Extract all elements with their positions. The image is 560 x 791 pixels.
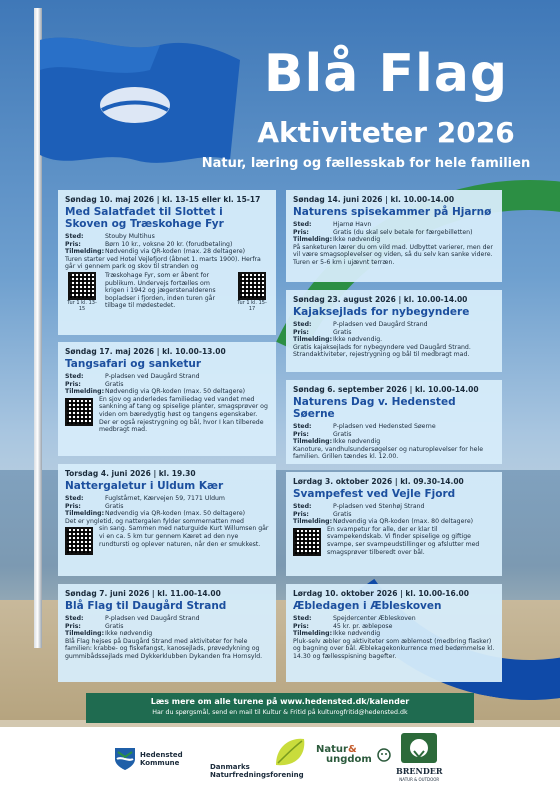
label-pris: Pris: — [65, 380, 81, 388]
label-pris: Pris: — [293, 328, 309, 336]
event-pris: 45 kr. pr. æblepose — [333, 622, 393, 630]
event-pris: Børn 10 kr., voksne 20 kr. (forudbetaling) — [105, 240, 233, 248]
event-card-kajak — [286, 290, 502, 372]
event-card-aebledagen — [286, 584, 502, 682]
logo-hedensted-text: Hedensted Kommune — [140, 751, 183, 767]
nu-face-icon — [376, 747, 392, 763]
label-tilmelding: Tilmelding: — [65, 630, 105, 638]
event-sted: P-pladsen ved Stenhøj Strand — [333, 503, 425, 510]
label-sted: Sted: — [65, 373, 84, 380]
event-tilmelding: Nødvendig via QR-koden (max. 50 deltagere) — [105, 510, 246, 518]
event-pris: Gratis — [105, 622, 124, 630]
event-description-cont: sin sang. Sammen med naturguide Kurt Willumsen går vi en ca. 5 km tur gennem Kæret ad den nye rundtursti og oplever naturen, når den er smukkest. — [99, 525, 269, 548]
event-description: Det er yngletid, og nattergalen fylder sommernatten med — [65, 517, 244, 525]
event-description: Kanoture, vandhulsundersøgelser og naturoplevelser for hele familien. Grillen tændes kl. 12.00. — [293, 445, 484, 461]
footer-info-bar — [86, 693, 474, 723]
logo-nu-natur: Natur — [316, 744, 348, 755]
event-pris: Gratis — [105, 502, 124, 510]
event-tilmelding: Nødvendig via QR-koden (max. 80 deltagere) — [333, 518, 474, 526]
label-tilmelding: Tilmelding: — [65, 510, 105, 518]
qr-code[interactable] — [238, 272, 266, 300]
event-title: Tangsafari og sanketur — [65, 358, 201, 370]
event-sted: Hjarnø Havn — [333, 221, 372, 228]
label-pris: Pris: — [65, 502, 81, 510]
page-tagline: Natur, læring og fællesskab for hele familien — [201, 156, 531, 171]
event-tilmelding: Ikke nødvendig — [333, 630, 381, 638]
event-tilmelding: Ikke nødvendig — [105, 630, 153, 638]
event-description: På sanketuren lærer du om vild mad. Udbyttet varierer, men der vil være smagsoplevelser og viden, så du selv kan sanke videre. Turen er 5-6 km i ujævnt terræn. — [293, 243, 493, 266]
label-pris: Pris: — [65, 240, 81, 248]
event-title: Nattergaletur i Uldum Kær — [65, 480, 224, 492]
event-date: Søndag 17. maj 2026 | kl. 10.00-13.00 — [65, 347, 226, 356]
event-date: Lørdag 10. oktober 2026 | kl. 10.00-16.00 — [293, 589, 469, 598]
sponsor-logos — [0, 727, 560, 791]
event-sted: P-pladsen ved Hedensted Søerne — [333, 423, 436, 430]
event-tilmelding: Ikke nødvendig — [333, 438, 381, 446]
event-card-naturens-dag — [286, 380, 502, 464]
event-sted: Stouby Multihus — [105, 233, 155, 240]
event-tilmelding: Ikke nødvendig — [333, 236, 381, 244]
event-title: Med Salatfadet til Slottet i Skoven og Træskohage Fyr — [65, 206, 224, 230]
event-sted: P-pladsen ved Daugård Strand — [105, 373, 200, 380]
event-title: Svampefest ved Vejle Fjord — [293, 488, 456, 500]
qr-code[interactable] — [65, 398, 93, 426]
label-tilmelding: Tilmelding: — [65, 248, 105, 256]
event-date: Søndag 10. maj 2026 | kl. 13-15 eller kl. 15-17 — [65, 195, 261, 204]
event-title: Æbledagen i Æbleskoven — [293, 600, 442, 612]
event-pris: Gratis — [333, 510, 352, 518]
label-sted: Sted: — [65, 615, 84, 622]
event-card-hjarno — [286, 190, 502, 282]
label-tilmelding: Tilmelding: — [293, 438, 333, 446]
event-pris: Gratis (du skal selv betale for færgebilletten) — [333, 228, 473, 236]
event-tilmelding: Nødvendig via QR-koden (max. 50 deltagere) — [105, 388, 246, 396]
logo-hedensted-kommune — [114, 747, 190, 771]
label-tilmelding: Tilmelding: — [293, 236, 333, 244]
label-pris: Pris: — [293, 510, 309, 518]
event-date: Søndag 23. august 2026 | kl. 10.00-14.00 — [293, 295, 468, 304]
qr-code[interactable] — [65, 527, 93, 555]
event-date: Søndag 7. juni 2026 | kl. 11.00-14.00 — [65, 589, 221, 598]
event-title: Blå Flag til Daugård Strand — [65, 600, 227, 612]
event-sted: P-pladsen ved Daugård Strand — [105, 615, 200, 622]
label-sted: Sted: — [293, 503, 312, 510]
logo-brender-sub: NATUR & OUTDOOR — [399, 777, 440, 782]
label-sted: Sted: — [293, 221, 312, 228]
event-sted: P-pladsen ved Daugård Strand — [333, 321, 428, 328]
label-pris: Pris: — [293, 622, 309, 630]
event-description: Pluk-selv æbler og aktiviteter som æblemost (medbring flasker) og bagning over bål. Æblekagekonkurrence med bedømmelse kl. 14.30 og fællesspisning bagefter. — [293, 637, 495, 660]
label-tilmelding: Tilmelding: — [293, 518, 333, 526]
event-description-cont: Træskohage Fyr, som er åbent for publikum. Undervejs fortælles om krigen i 1942 og jægerstenalderens bopladser i fjorden, inden turen går tilbage til mødestedet. — [105, 271, 216, 310]
event-title: Kajaksejlads for nybegyndere — [293, 306, 470, 318]
label-pris: Pris: — [293, 430, 309, 438]
event-pris: Gratis — [333, 328, 352, 336]
hedensted-shield-icon — [114, 747, 136, 771]
event-description: Turen starter ved Hotel Vejlefjord (åbnet 1. marts 1900). Herfra går vi gennem park og skov til stranden og — [65, 255, 261, 271]
logo-danmarks-naturfredningsforening — [210, 735, 304, 779]
event-title: Naturens Dag v. Hedensted Søerne — [293, 396, 456, 420]
event-date: Søndag 14. juni 2026 | kl. 10.00-14.00 — [293, 195, 455, 204]
event-description: Blå Flag hejses på Daugård Strand med aktiviteter for hele familien: krabbe- og fiskefangst, kanosejlads, prøvedykning og gummibådssejlads med Dykkerklubben Dykanden fra Hornsyld. — [65, 637, 263, 660]
event-card-blaa-flag — [58, 584, 276, 682]
label-tilmelding: Tilmelding: — [293, 630, 333, 638]
logo-nu-ungdom: ungdom — [326, 754, 372, 765]
label-sted: Sted: — [65, 233, 84, 240]
logo-dn-text: Danmarks Naturfredningsforening — [210, 763, 304, 779]
event-date: Torsdag 4. juni 2026 | kl. 19.30 — [65, 469, 196, 478]
label-tilmelding: Tilmelding: — [293, 336, 333, 344]
footer-contact-text: Har du spørgsmål, send en mail til Kultur & Fritid på kulturogfritid@hedensted.dk — [152, 709, 408, 716]
label-sted: Sted: — [293, 423, 312, 430]
event-date: Lørdag 3. oktober 2026 | kl. 09.30-14.00 — [293, 477, 464, 486]
event-pris: Gratis — [333, 430, 352, 438]
event-tilmelding: Nødvendig via QR-koden (max. 28 deltagere) — [105, 248, 246, 256]
event-description: En sjov og anderledes familiedag ved vandet med sankning af tang og spiselige planter, smagsprøver og viden om bæredygtig høst og tangens egenskaber. Der er også rejestrygning og bål, hvor I kan tilberede medbragt mad. — [99, 395, 268, 434]
logo-natur-ungdom: Natur& ungdom — [316, 745, 392, 765]
logo-brender — [396, 731, 443, 782]
event-description: En svampetur for alle, der er klar til svampekendskab. Vi finder spiselige og giftige svampe, ser svampeudstillinger og afslutter med smagsprøver tilberedt over bål. — [327, 525, 480, 556]
label-sted: Sted: — [293, 321, 312, 328]
brender-deer-icon — [399, 731, 439, 765]
event-pris: Gratis — [105, 380, 124, 388]
label-sted: Sted: — [293, 615, 312, 622]
label-pris: Pris: — [293, 228, 309, 236]
event-sted: Spejdercenter Æbleskoven — [333, 615, 416, 622]
event-card-salatfadet — [58, 190, 276, 335]
event-card-nattergale — [58, 464, 276, 576]
label-sted: Sted: — [65, 495, 84, 502]
qr-code[interactable] — [293, 528, 321, 556]
label-tilmelding: Tilmelding: — [65, 388, 105, 396]
page-subtitle: Aktiviteter 2026 — [257, 116, 515, 149]
dn-leaf-icon — [272, 735, 308, 771]
qr-caption: Tur 1 kl. 15-17 — [237, 299, 267, 312]
logo-brender-text: BRENDER — [396, 766, 443, 776]
label-pris: Pris: — [65, 622, 81, 630]
event-date: Søndag 6. september 2026 | kl. 10.00-14.00 — [293, 385, 479, 394]
event-title: Naturens spisekammer på Hjarnø — [293, 206, 492, 218]
event-tilmelding: Ikke nødvendig. — [333, 336, 383, 344]
event-sted: Fuglstårnet, Kærvejen 59, 7171 Uldum — [105, 495, 225, 502]
qr-code[interactable] — [68, 272, 96, 300]
footer-website-link[interactable]: Læs mere om alle turene på www.hedensted.dk/kalender — [150, 697, 410, 706]
qr-caption: Tur 1 kl. 13-15 — [67, 299, 97, 312]
event-card-tangsafari — [58, 342, 276, 456]
event-card-svampefest — [286, 472, 502, 576]
event-description: Gratis kajaksejlads for nybegyndere ved Daugård Strand. Strandaktiviteter, rejestrygning og bål til medbragt mad. — [293, 343, 471, 359]
page-title: Blå Flag — [263, 44, 509, 104]
